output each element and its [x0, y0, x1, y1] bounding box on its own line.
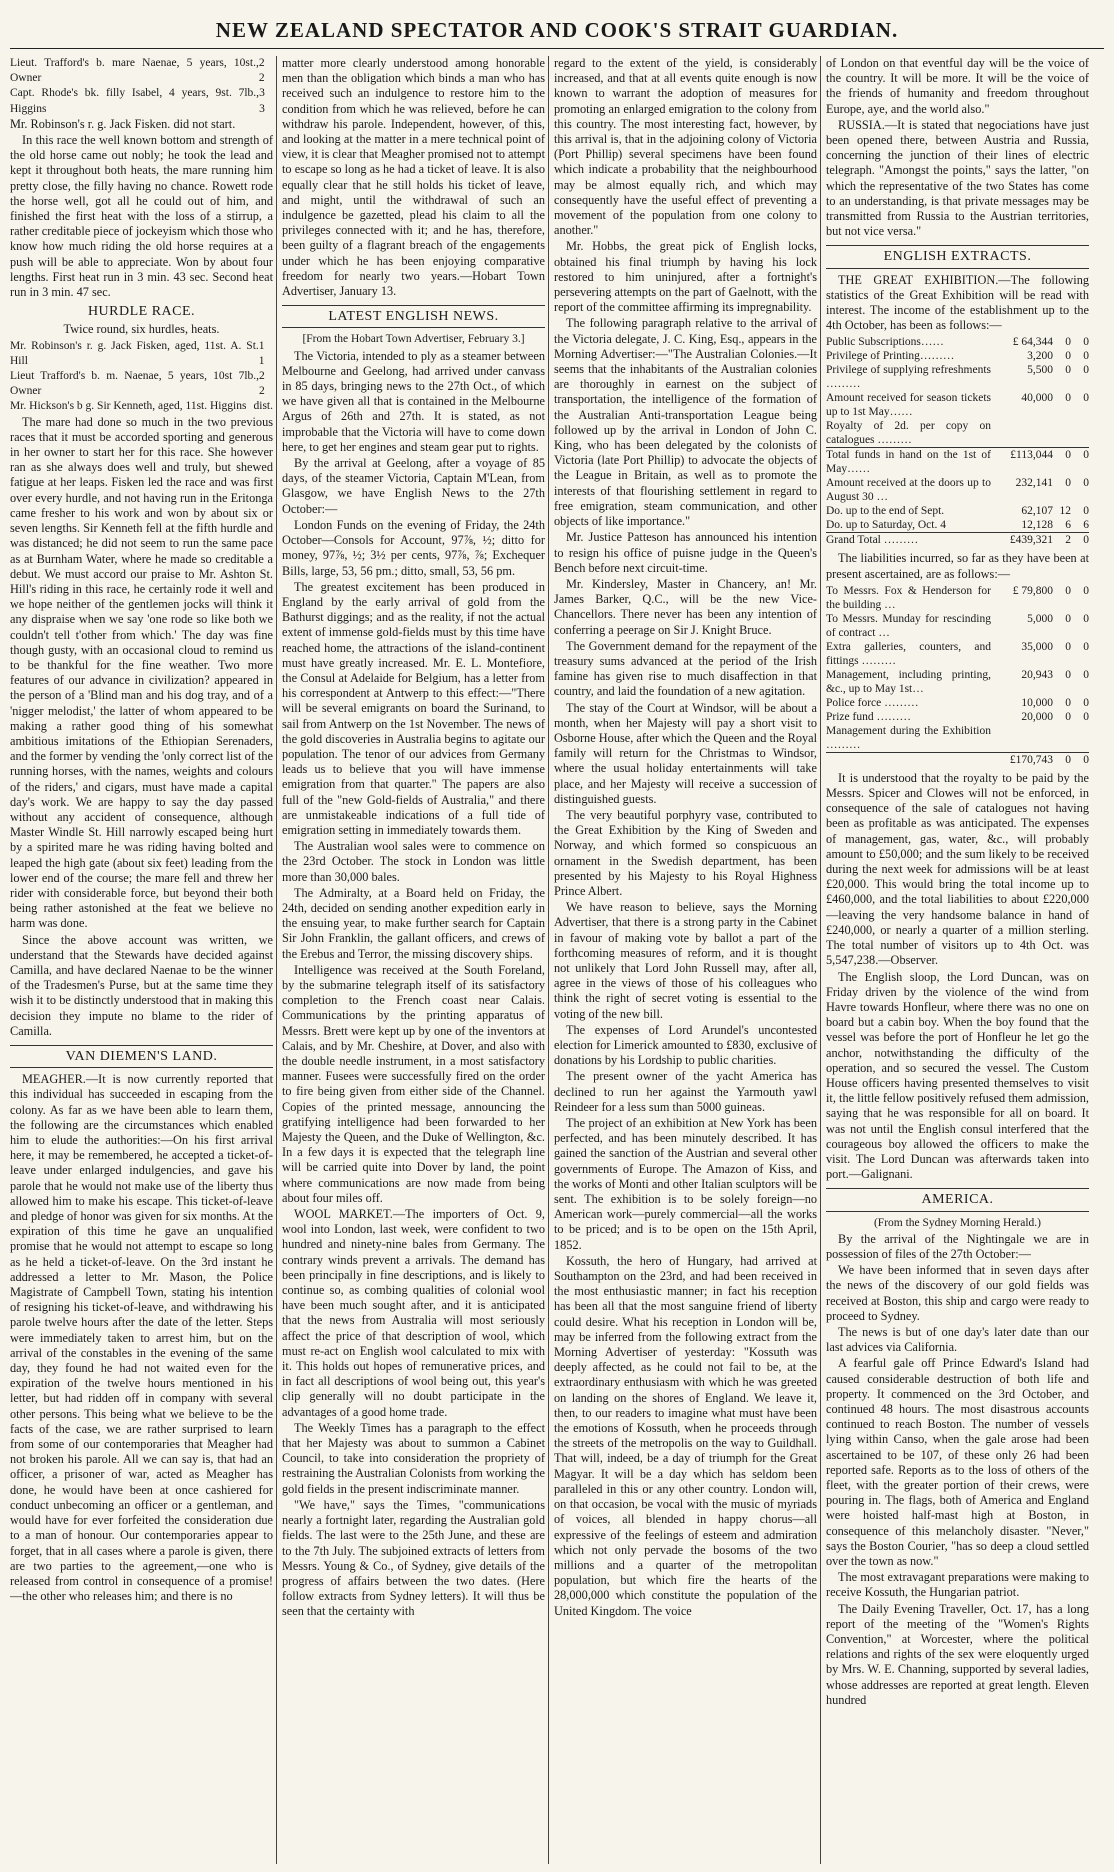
paragraph: We have reason to believe, says the Morning Advertiser, that there is a strong party in the Cabinet in favour of making vote by ballot a part of the forthcoming measures of reform, and it is thought not unlikely that Lord John Russell may, after all, agree in the views of those of his colleagues who think the right of secret voting is essential to the voting of the new bill. — [554, 900, 817, 1021]
paragraph: The Government demand for the repayment of the treasury sums advanced at the period of the Irish famine has given rise to much disaffection in that country, and laid the foundation of a new agitation. — [554, 638, 817, 699]
paragraph: We have been informed that in seven days after the news of the discovery of our gold fields was received at Boston, this ship and cargo were ready to proceed to Sydney. — [826, 1263, 1089, 1323]
income-table — [826, 335, 1089, 547]
grand-total-row: Grand Total ……… £439,321 2 0 — [826, 534, 1089, 547]
paragraph: Since the above account was written, we understand that the Stewards have decided against Camilla, and have declared Naenae to be the winner of the Tradesmen's Purse, but at the same time they wish it to be distinctly understood that in making this decision they impute no blame to the rider of Camilla. — [10, 932, 273, 1038]
paragraph: By the arrival of the Nightingale we are in possession of files of the 27th October:— — [826, 1231, 1089, 1261]
table-row: Extra galleries, counters, and fittings ……… 35,000 0 0 — [826, 640, 1089, 667]
table-row: Prize fund ……… 20,000 0 0 — [826, 710, 1089, 723]
paragraph: The stay of the Court at Windsor, will be about a month, when her Majesty will pay a short visit to Osborne House, after which the Queen and the Royal family will return for the Christmas to Windsor, where the usual holiday entertainments will take place, and her Majesty will receive a succession of distinguished guests. — [554, 700, 817, 806]
paragraph: The Admiralty, at a Board held on Friday, the 24th, decided on sending another expedition early in the ensuing year, to make further search for Captain Sir John Franklin, the gallant officers, and crews of the Erebus and Terror, the missing discovery ships. — [282, 885, 545, 961]
paragraph: Mr. Robinson's r. g. Jack Fisken. did not start. — [10, 116, 236, 131]
table-row: Amount received for season tickets up to 1st May…… 40,000 0 0 — [826, 392, 1089, 419]
paragraph: MEAGHER.—It is now currently reported that this individual has succeeded in escaping from the colony. As far as we have been able to learn them, the following are the circumstances which enabled him to elude the authorities:—On his first arrival here, it may be remembered, he accepted a ticket-of-leave under enlarged indulgencies, and gave his parole that he would not make use of the liberty thus allowed him to make his escape. This ticket-of-leave and pledge of honor was given for six months. At the expiration of this time he gave an unqualified promise that he would not attempt to escape so long as he held a ticket-of-leave. On the 3rd instant he addressed a letter to Mr. Mason, the Police Magistrate of Campbell Town, stating his intention of resigning his ticket-of-leave, and withdrawing his parole twelve hours after the date of the letter. Steps were immediately taken to arrest him, but on the arrival of the constables in the evening of the same day, they found he had not waited even for the expiration of the twelve hours mentioned in his letter, but had ridden off in company with several other persons. This being what we believe to be the facts of the case, we are rather surprised to learn from some of our contemporaries that Meagher had not broken his parole. All we can say is, that had an officer, a prisoner of war, acted as Meagher has done, he would have been at once cashiered for conduct unbecoming an officer or a gentleman, and would have for ever forfeited the consideration due to a man of honour. Our contemporaries appear to forget, that in all cases where a parole is given, there are two parties to the agreement,—one who is released from control in consequence of a promise!—the other who releases him; and there is no — [10, 1072, 273, 1604]
table-row: Management during the Exhibition ……… — [826, 724, 991, 751]
race-entry: Lieut Trafford's b. m. Naenae, 5 years, 10st 7lb., Owner 2 2 — [10, 370, 265, 398]
paragraph: The very beautiful porphyry vase, contributed to the Great Exhibition by the King of Sweden and Norway, and which formed so conspicuous an ornament in the Swedish department, has been presented by his Majesty to his Royal Highness Prince Albert. — [554, 807, 817, 898]
table-row: Privilege of supplying refreshments ……… 5,500 0 0 — [826, 364, 1089, 391]
section-heading: HURDLE RACE. — [87, 304, 196, 320]
race-entry: Mr. Hickson's b g. Sir Kenneth, aged, 11st. Higgins dist. — [10, 400, 273, 413]
table-row: Do. up to the end of Sept. 62,107 12 0 — [826, 505, 1089, 518]
section-heading: AMERICA. — [826, 1188, 1089, 1211]
race-entry: Mr. Robinson's r. g. Jack Fisken, aged, 11st. A. St. Hill 1 1 — [10, 339, 265, 367]
paragraph: matter more clearly understood among honorable men than the obligation which binds a man who has received such an indulgence to restore him to the condition from which he was relieved, before he can withdraw his parole. Independent, however, of this, and looking at the matter in a mere technical point of view, it is clear that Meagher promised not to attempt to escape so long as he had a ticket of leave. It is also equally clear that he still holds his ticket of leave, and might, until the withdrawal of such an indulgence be gazetted, plead his claim to all the privileges connected with it; and he has, therefore, been guilty of a flagrant breach of the engagements under which he has been enjoying comparative freedom for nearly two years.—Hobart Town Advertiser, January 13. — [282, 56, 545, 299]
paragraph: of London on that eventful day will be the voice of the country. It will be more. It will be the voice of the friends of humanity and freedom throughout Europe, aye, and the world also." — [826, 56, 1089, 116]
paragraph: The most extravagant preparations were making to receive Kossuth, the Hungarian patriot. — [826, 1570, 1089, 1600]
column-divider — [548, 56, 549, 1864]
paragraph: A fearful gale off Prince Edward's Island had caused considerable destruction of both life and property. It commenced on the 3rd October, and continued 48 hours. The most disastrous accounts continued to reach Boston. The number of vessels lying within Canso, when the gale arose had been ascertained to be 107, of these only 26 had been reported safe. Reports as to the loss of others of the fleet, with the greater portion of their crews, were pouring in. The flags, both of America and England were hoisted half-mast high at Boston, in consequence of this melancholy disaster. "Never," says the Boston Courier, "has so deep a cloud settled over the town as now." — [826, 1356, 1089, 1569]
paragraph: The English sloop, the Lord Duncan, was on Friday driven by the violence of the wind from Havre towards Honfleur, where there was no one on board but a cabin boy. When the boy found that the vessel was before the port of Honfleur he let go the anchor, notwithstanding the difficulty of the operation, and so secured the vessel. The Custom House officers having presented themselves to visit it, the little fellow positively refused them admission, saying that he was responsible for all on board. It was not until the English consul interfered that the courageous boy allowed the officers to make the visit. The Lord Duncan was afterwards taken into port.—Galignani. — [826, 969, 1089, 1182]
paragraph: The Daily Evening Traveller, Oct. 17, has a long report of the meeting of the "Women's Rights Convention," at Worcester, where the political relations and rights of the sex were eloquently urged by Mrs. W. E. Channing, supported by several ladies, whose addresses are reported at great length. Eleven hundred — [826, 1601, 1089, 1707]
paragraph: The expenses of Lord Arundel's uncontested election for Limerick amounted to £830, exclusive of donations by his Lordship to public charities. — [554, 1022, 817, 1068]
masthead-rule — [10, 48, 1104, 49]
column-4 — [826, 56, 1089, 1864]
liabilities-total-row: £170,743 0 0 — [826, 752, 1089, 767]
paragraph: Mr. Kindersley, Master in Chancery, an! Mr. James Barker, Q.C., will be the new Vice-Chancellors. There never has been any intention of conferring a peerage on Sir J. Knight Bruce. — [554, 576, 817, 637]
table-row: Police force ……… 10,000 0 0 — [826, 696, 1089, 709]
paragraph: It is understood that the royalty to be paid by the Messrs. Spicer and Clowes will not be enforced, in consequence of the sale of catalogues not having been as profitable as was anticipated. The expenses of management, gas, water, &c., will probably amount to £50,000; and the sum likely to be received during the next week for admissions will be at least £20,000. This would bring the total income up to £460,000, and the total liabilities to about £220,000—leaving the very handsome balance in hand of £240,000, or nearly a quarter of a million sterling. The total number of visitors up to 4th Oct. was 5,547,238.—Observer. — [826, 770, 1089, 968]
table-row: Amount received at the doors up to August 30 … 232,141 0 0 — [826, 477, 1089, 504]
race-entry: Lieut. Trafford's b. mare Naenae, 5 years, 10st., Owner 2 2 — [10, 57, 265, 85]
paragraph: THE GREAT EXHIBITION.—The following statistics of the Great Exhibition will be read with interest. The income of the establishment up to the 4th October, has been as follows:— — [826, 272, 1089, 333]
paragraph: Kossuth, the hero of Hungary, had arrived at Southampton on the 23rd, and had been received in the most enthusiastic manner; in fact his reception has been all that the most sanguine friend of liberty could desire. What his reception in London will be, may be inferred from the following extract from the Morning Advertiser of yesterday: "Kossuth was deeply affected, as he could not fail to be, at the extraordinary enthusiasm with which he was greeted on landing on the shores of England. We leave it, then, to our readers to imagine what must have been the emotions of Kossuth, when he proceeds through the streets of the metropolis on the way to Guildhall. That will, indeed, be a day of triumph for the Great Magyar. It will be a day which has seldom been paralleled in this or any other country. London will, on that occasion, be vocal with the music of myriads of voices, all blended in happy chorus—all expressive of the feelings of esteem and admiration which not only pervade the bosoms of the two millions and a quarter of the metropolitan population, but which fire the hearts of the 28,000,000 which constitute the population of the United Kingdom. The voice — [554, 1253, 817, 1618]
section-heading: VAN DIEMEN'S LAND. — [10, 1045, 273, 1068]
source-line: [From the Hobart Town Advertiser, February 3.] — [302, 333, 525, 346]
table-row: Royalty of 2d. per copy on catalogues ……… — [826, 420, 991, 447]
paragraph: Intelligence was received at the South Foreland, by the submarine telegraph itself of its satisfactory completion to the French coast near Calais. Communications by the printing apparatus of Messrs. Brett were kept up by one of the inventors at Calais, and by Mr. Cheshire, at Dover, and also with the double needle instrument, in a most satisfactory manner. Fusees were successfully fired on the order to fire being given from either side of the Channel. Copies of the printed message, announcing the gratifying intelligence had been forwarded to her Majesty the Queen, and the Duke of Wellington, &c. In a few days it is expected that the telegraph line will be carried quite into Dover by land, the point where communications are now made from being about four miles off. — [282, 962, 545, 1205]
paragraph: The Australian wool sales were to commence on the 23rd October. The stock in London was little more than 30,000 bales. — [282, 839, 545, 884]
paragraph: London Funds on the evening of Friday, the 24th October—Consols for Account, 97⅞, ½; ditto for money, 97⅞, ½; 3½ per cents, 97⅞, ⅞; Exchequer Bills, large, 53, 56 pm.; ditto, small, 53, 56 pm. — [282, 517, 545, 578]
paragraph: Mr. Justice Patteson has announced his intention to resign his office of puisne judge in the Queen's Bench before next circuit-time. — [554, 530, 817, 575]
paragraph: The liabilities incurred, so far as they have been at present ascertained, are as follows:— — [826, 551, 1089, 581]
paragraph: Mr. Hobbs, the great pick of English locks, obtained his final triumph by having his lock restored to him uninjured, after a fortnight's persevering attempts on the part of Gaelnott, with the report of the committee affirming its impregnability. — [554, 239, 817, 315]
paragraph: The project of an exhibition at New York has been perfected, and has been minutely described. It has gained the sanction of the Austrian and several other governments of Europe. The Amazon of Kiss, and the works of Monti and other Italian sculptors will be sent. The exhibition is to be solely foreign—no American work—purely commercial—all the works to be priced; and is to be open on the 15th April, 1852. — [554, 1116, 817, 1252]
table-row: To Messrs. Munday for rescinding of contract … 5,000 0 0 — [826, 612, 1089, 639]
paragraph: The news is but of one day's later date than our last advices via California. — [826, 1324, 1089, 1355]
paragraph: RUSSIA.—It is stated that negociations have just been opened there, between Austria and Russia, concerning the junction of their lines of electric telegraph. "Amongst the points," says the latter, "on which the representative of the two States has come to an understanding, is that private messages may be transmitted from Russia to the Austrian territories, but not vice versa." — [826, 117, 1089, 239]
paragraph: The Weekly Times has a paragraph to the effect that her Majesty was about to summon a Cabinet Council, to take into consideration the propriety of restraining the Australian Colonists from working the gold fields in the present indiscriminate manner. — [282, 1420, 545, 1496]
section-heading: LATEST ENGLISH NEWS. — [282, 305, 545, 328]
column-2 — [282, 56, 545, 1864]
table-row: To Messrs. Fox & Henderson for the building … £ 79,800 0 0 — [826, 584, 1089, 611]
masthead: NEW ZEALAND SPECTATOR AND COOK'S STRAIT GUARDIAN. — [215, 18, 899, 42]
column-divider — [820, 56, 821, 1864]
paragraph: By the arrival at Geelong, after a voyage of 85 days, of the steamer Victoria, Captain M'Lean, from Glasgow, we have English News to the 27th October:— — [282, 456, 545, 516]
race-entry: Capt. Rhode's bk. filly Isabel, 4 years, 9st. 7lb., Higgins 3 3 — [10, 87, 265, 115]
table-row: Management, including printing, &c., up to May 1st… 20,943 0 0 — [826, 668, 1089, 695]
source-line: (From the Sydney Morning Herald.) — [873, 1216, 1042, 1229]
liabilities-table — [826, 584, 1089, 767]
paragraph: "We have," says the Times, "communications nearly a fortnight later, regarding the Australian gold fields. The last were to the 25th June, and these are to the 7th July. The subjoined extracts of letters from Messrs. Young & Co., of Sydney, give details of the progress of affairs between the two dates. (Here follow extracts from Sydney letters). It will thus be seen that the certainty with — [282, 1497, 545, 1619]
table-row: Privilege of Printing……… 3,200 0 0 — [826, 350, 1089, 363]
column-1 — [10, 56, 273, 1864]
table-row: Do. up to Saturday, Oct. 4 12,128 6 6 — [826, 519, 1089, 532]
section-heading: ENGLISH EXTRACTS. — [826, 245, 1089, 268]
column-3 — [554, 56, 817, 1864]
paragraph: The following paragraph relative to the arrival of the Victoria delegate, J. C. King, Esq., appears in the Morning Advertiser:—"The Australian Colonies.—It seems that the inhabitants of the Australian colonies are thoroughly in earnest on the subject of transportation, the intelligence of the formation of the Australian Anti-transportation League being followed up by the arrival in London of John C. King, who has been delegated by the colonists of Victoria (late Port Phillip) to advocate the objects of the League in Britain, as well as to promote the interests of that flourishing settlement in regard to free emigration, steam communication, and other objects of like importance." — [554, 316, 817, 529]
paragraph: The present owner of the yacht America has declined to run her against the Yarmouth yawl Reindeer for a less sum than 5000 guineas. — [554, 1069, 817, 1114]
table-row: Public Subscriptions…… £ 64,344 0 0 — [826, 336, 1089, 349]
table-row: Total funds in hand on the 1st of May…… £113,044 0 0 — [826, 449, 1089, 476]
paragraph: The greatest excitement has been produced in England by the early arrival of gold from the Bathurst diggings; and as the reality, if not the actual extent of immense gold-fields must by this time have reached home, the attractions of the island-continent must have greatly increased. Mr. E. L. Montefiore, the Consul at Adelaide for Belgium, has a letter from his correspondent at Antwerp to this effect:—"There will be several emigrants on board the Surinand, to sail from Antwerp on the 1st November. The news of the gold discoveries in Australia begins to agitate our population. The tenor of our advices from Germany leads us to believe that you will have immense emigration from that quarter." The papers are also full of the "new Gold-fields of Australia," and there are unmistakeable indications of a full tide of emigration setting in immediately towards them. — [282, 579, 545, 837]
paragraph: WOOL MARKET.—The importers of Oct. 9, wool into London, last week, were confident to two hundred and ninety-nine bales from Germany. The contrary winds prevent a arrivals. The demand has been principally in fine descriptions, and is likely to continue so, as combing qualities of colonial wool have been much sought after, and it is anticipated that the news from Australia will most seriously affect the price of that description of wool, which must re-act on English wool calculated to mix with it. This holds out hopes of remunerative prices, and in fact all descriptions of wool being out, this year's clip generally will no doubt participate in the advantages of a good home trade. — [282, 1207, 545, 1419]
paragraph: In this race the well known bottom and strength of the old horse came out nobly; he took the lead and kept it throughout both heats, the mare running him pretty close, the filly having no chance. Rowett rode the horse well, got all he could out of him, and finished the first heat with the loss of a stirrup, a rather creditable piece of jockeyism which those who know how much riding the old horse requires at a push will be able to appreciate. Won by about four lengths. First heat run in 3 min. 43 sec. Second heat run in 3 min. 47 sec. — [10, 133, 273, 300]
subheading: Twice round, six hurdles, heats. — [63, 322, 220, 337]
paragraph: regard to the extent of the yield, is considerably increased, and that at all events quite enough is now known to warrant the adoption of measures for promoting an enlarged emigration to the colony from this country. The most interesting fact, however, by this arrival is, that in the adjoining colony of Victoria (Port Phillip) several specimens have been found which indicate a probability that the neighbourhood may be almost equally rich, and which may consequently have the useful effect of preventing a movement of the population from one colony to another." — [554, 56, 817, 238]
paragraph: The Victoria, intended to ply as a steamer between Melbourne and Geelong, had arrived under canvass in 85 days, bringing news to the 27th Oct., of which we have given all that is contained in the Melbourne Argus of 26th and 27th. It is stated, as not improbable that the Victoria will have to come down here, to get her engines and steam gear put to rights. — [282, 348, 545, 454]
column-divider — [276, 56, 277, 1864]
paragraph: The mare had done so much in the two previous races that it must be accorded sporting and generous in her owner to start her for this race. She however ran as she always does well and truly, but shewed fatigue at her leaps. Fisken led the race and was first over every hurdle, and not having run in the Eritonga came fresher to his work and won by about six or seven lengths. Sir Kenneth fell at the fifth hurdle and was distanced; he did not seem to run the same pace as at Burnham Water, where he made so creditable a debut. We must accord our praise to Mr. Ashton St. Hill's riding in this race, he certainly rode it well and we hope neither of the gentlemen jocks will think it any dispraise when we say 'one rode so like both we couldn't tell t'other from which.' The day was fine though gusty, with an occasional cloud to remind us to be thankful for the fine weather. Two more features of our advance in civilization? appeared in the person of a 'Blind man and his dog tray, and of a 'nigger melodist,' the latter of whom appeared to be making a rather good thing of his somewhat ambitious imitations of the Ethiopian Serenaders, and the former by vending the 'only correct list of the running horses, with the names, weights and colours of the riders,' and cigars, must have made a capital day's work. We are happy to say the day passed without any accident of consequence, although Master Windle St. Hill narrowly escaped being hurt by a spirited mare he was riding having bolted and leaped the high gate (about six feet) leading from the lower end of the course; the mare fell and threw her rider with considerable force, but beyond their both being rather astonished at the feat we believe no harm was done. — [10, 414, 273, 931]
